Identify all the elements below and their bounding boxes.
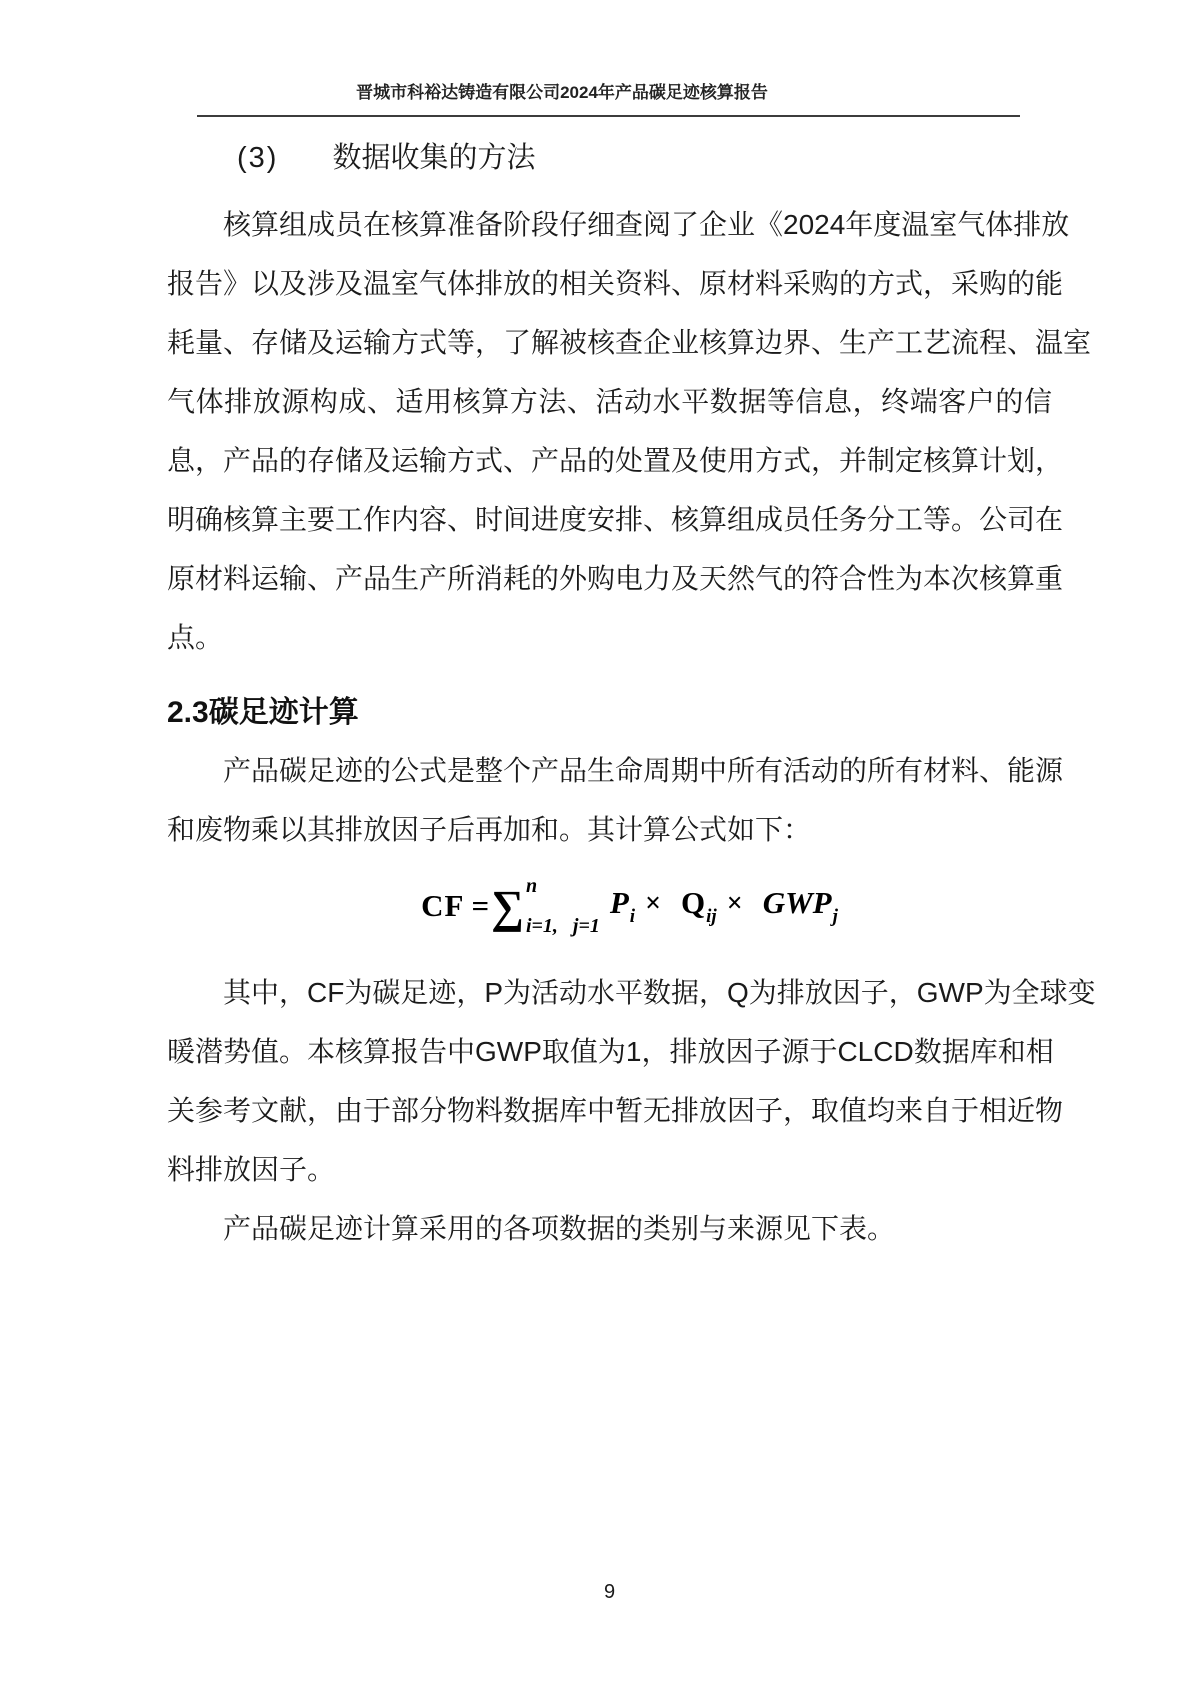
running-header-title: 晋城市科裕达铸造有限公司2024年产品碳足迹核算报告: [356, 83, 768, 102]
paragraph-line: 气体排放源构成、适用核算方法、活动水平数据等信息，终端客户的信: [167, 386, 1052, 417]
formula-term-gwp: [763, 885, 838, 928]
paragraph-line: 息，产品的存储及运输方式、产品的处置及使用方式，并制定核算计划，: [167, 445, 1064, 476]
summation-upper-limit: n: [525, 875, 538, 897]
carbon-footprint-formula: [167, 867, 1052, 945]
summation-sigma-symbol: ∑: [491, 881, 524, 932]
formula-lhs: CF: [421, 888, 465, 923]
term-base: P: [609, 884, 629, 920]
multiplication-sign: ×: [645, 888, 662, 919]
paragraph-line: 明确核算主要工作内容、时间进度安排、核算组成员任务分工等。公司在: [167, 504, 1064, 535]
page-header: [0, 0, 1190, 117]
paragraph-line: 原材料运输、产品生产所消耗的外购电力及天然气的符合性为本次核算重: [167, 563, 1064, 594]
paragraph-line: 报告》以及涉及温室气体排放的相关资料、原材料采购的方式，采购的能: [167, 268, 1064, 299]
term-subscript: j: [832, 905, 838, 927]
paragraph-line: 产品碳足迹计算采用的各项数据的类别与来源见下表。: [223, 1213, 896, 1244]
subheading-title: 数据收集的方法: [332, 142, 536, 174]
page-content: [167, 139, 1096, 1258]
term-subscript: ij: [706, 905, 717, 927]
multiplication-sign: ×: [726, 888, 743, 919]
page-footer: [167, 1581, 1052, 1604]
subheading-number: (3): [237, 142, 279, 174]
formula-term-activity-data: [610, 885, 635, 928]
summation-limits: [526, 876, 600, 936]
paragraph-line: 料排放因子。: [167, 1154, 336, 1185]
paragraph-formula-intro: [167, 741, 1064, 859]
term-base: Q: [681, 884, 706, 920]
paragraph-line: 其中，CF为碳足迹，P为活动水平数据，Q为排放因子，GWP为全球变: [223, 977, 1096, 1008]
paragraph-line: 暖潜势值。本核算报告中GWP取值为1，排放因子源于CLCD数据库和相: [167, 1036, 1054, 1067]
term-subscript: i: [629, 905, 636, 927]
paragraph-line: 产品碳足迹的公式是整个产品生命周期中所有活动的所有材料、能源: [223, 755, 1064, 786]
formula-term-emission-factor: [681, 885, 717, 928]
paragraph-data-source-note: [167, 1199, 1052, 1258]
paragraph-line: 和废物乘以其排放因子后再加和。其计算公式如下：: [167, 814, 812, 845]
formula-equals-sign: =: [471, 888, 490, 923]
term-base: GWP: [762, 884, 832, 920]
section-heading-carbon-footprint-calculation: 2.3碳足迹计算: [167, 696, 359, 729]
paragraph-line: 关参考文献，由于部分物料数据库中暂无排放因子，取值均来自于相近物: [167, 1095, 1064, 1126]
subheading-data-collection-method: [167, 139, 1052, 177]
paragraph-line: 点。: [167, 622, 224, 653]
header-rule: [197, 115, 1020, 117]
paragraph-data-collection: [167, 195, 1092, 667]
paragraph-line: 耗量、存储及运输方式等，了解被核查企业核算边界、生产工艺流程、温室: [167, 327, 1092, 358]
paragraph-line: 核算组成员在核算准备阶段仔细查阅了企业《2024年度温室气体排放: [223, 209, 1070, 240]
summation-lower-limit: i=1, j=1: [525, 915, 600, 937]
page-number: 9: [603, 1581, 616, 1603]
paragraph-formula-explanation: [167, 963, 1096, 1199]
